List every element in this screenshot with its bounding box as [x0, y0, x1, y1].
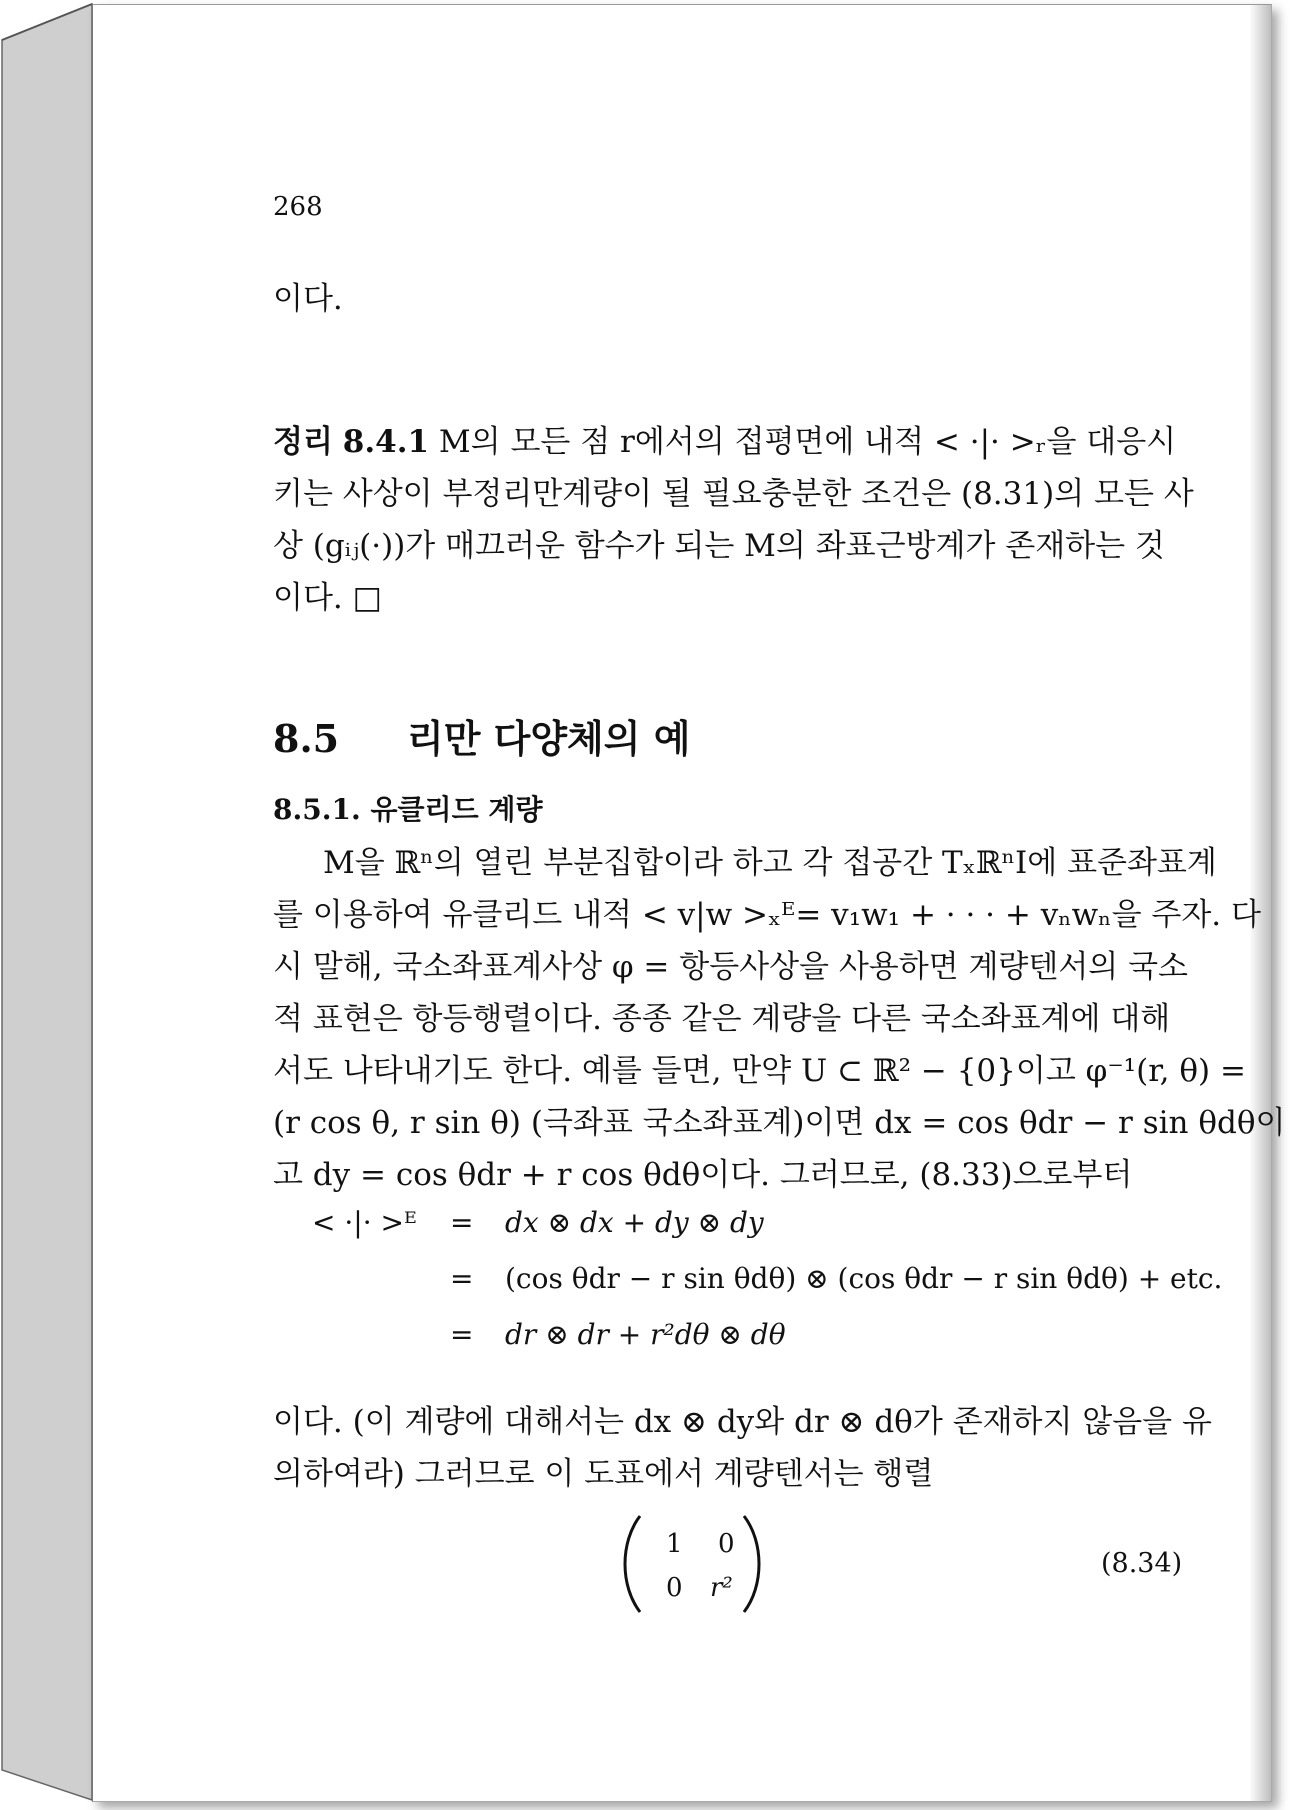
body-line-6: (r cos θ, r sin θ) (극좌표 국소좌표계)이면 dx = cos θdr − r sin θdθ이 [273, 1105, 1286, 1141]
equation-1-rhs: dx ⊗ dx + dy ⊗ dy [505, 1206, 764, 1239]
body-line-5: 서도 나타내기도 한다. 예를 들면, 만약 U ⊂ ℝ² − {0}이고 φ⁻¹(r, θ) = [273, 1053, 1246, 1089]
equation-1-lhs: < ·|· >ᴱ [312, 1206, 417, 1239]
equation-2-rel: = [450, 1262, 474, 1295]
theorem-line-4: 이다. □ [273, 580, 382, 616]
matrix-brackets [622, 1512, 762, 1616]
body-line-1: M을 ℝⁿ의 열린 부분집합이라 하고 각 접공간 TₓℝⁿI에 표준좌표계 [323, 845, 1217, 881]
body-line-3: 시 말해, 국소좌표계사상 φ = 항등사상을 사용하면 계량텐서의 국소 [273, 949, 1188, 985]
theorem-number: 8.4.1 [342, 424, 430, 460]
body-line-2: 를 이용하여 유클리드 내적 < v|w >ₓᴱ= v₁w₁ + · · · + vₙwₙ을 주자. 다 [273, 897, 1261, 933]
equation-3-rel: = [450, 1318, 474, 1351]
body-line-4: 적 표현은 항등행렬이다. 종종 같은 계량을 다른 국소좌표계에 대해 [273, 1001, 1171, 1037]
after-line-2: 의하여라) 그러므로 이 도표에서 계량텐서는 행렬 [273, 1456, 934, 1492]
theorem-line-2: 키는 사상이 부정리만계량이 될 필요충분한 조건은 (8.31)의 모든 사 [273, 476, 1194, 512]
theorem-line-1 [273, 417, 1176, 468]
metric-matrix [622, 1512, 762, 1616]
matrix-r2c1: 0 [666, 1573, 683, 1603]
section-title: 리만 다양체의 예 [407, 716, 691, 761]
section-number: 8.5 [273, 716, 340, 761]
subsection-number: 8.5.1. [273, 793, 361, 826]
theorem-line-3: 상 (gᵢⱼ(·))가 매끄러운 함수가 되는 M의 좌표근방계가 존재하는 것 [273, 528, 1165, 564]
subsection-heading [273, 788, 543, 828]
after-line-1: 이다. (이 계량에 대해서는 dx ⊗ dy와 dr ⊗ dθ가 존재하지 않음을 유 [273, 1404, 1212, 1440]
section-heading [273, 708, 690, 763]
matrix-r2c2: r² [710, 1573, 733, 1603]
subsection-title: 유클리드 계량 [370, 793, 543, 826]
equation-3-rhs: dr ⊗ dr + r²dθ ⊗ dθ [505, 1318, 786, 1351]
matrix-r1c1: 1 [666, 1529, 683, 1559]
page-number: 268 [273, 192, 323, 222]
equation-1-rel: = [450, 1206, 474, 1239]
equation-number: (8.34) [1101, 1548, 1183, 1579]
equation-2-rhs: (cos θdr − r sin θdθ) ⊗ (cos θdr − r sin θdθ) + etc. [505, 1262, 1223, 1295]
theorem-label: 정리 [273, 424, 333, 460]
matrix-r1c2: 0 [718, 1529, 735, 1559]
body-line-7: 고 dy = cos θdr + r cos θdθ이다. 그러므로, (8.33)으로부터 [273, 1157, 1133, 1193]
theorem-text-1: M의 모든 점 r에서의 접평면에 내적 < ·|· >ᵣ을 대응시 [438, 424, 1177, 460]
continuation-text: 이다. [273, 281, 343, 317]
